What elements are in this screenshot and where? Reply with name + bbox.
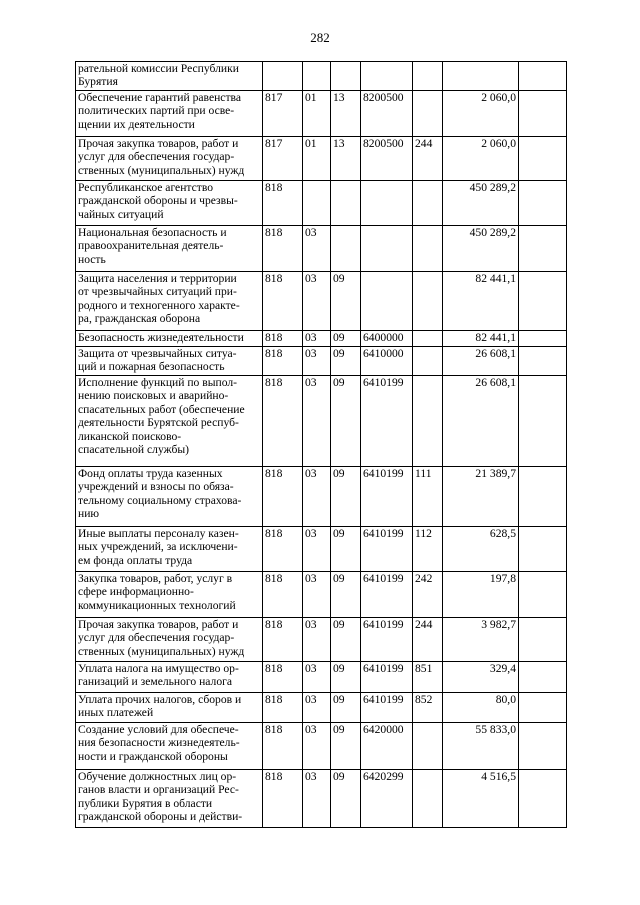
target-article-cell: 8200500 (361, 137, 413, 181)
section-code-cell: 03 (303, 376, 331, 467)
item-name-cell (76, 723, 263, 770)
table-row (76, 62, 567, 91)
item-name-line: чайных ситуаций (78, 207, 164, 221)
empty-cell (519, 770, 567, 828)
item-name-line: Иные выплаты персоналу казен- (78, 527, 239, 540)
item-name-line: Бурятия (78, 75, 118, 89)
ministry-code-cell: 818 (263, 770, 303, 828)
item-name-line: Уплата налога на имущество ор- (78, 662, 239, 675)
amount-cell: 450 289,2 (443, 226, 519, 272)
item-name-line: нию (78, 507, 100, 521)
amount-cell: 80,0 (443, 693, 519, 723)
target-article-cell (361, 181, 413, 226)
amount-cell (443, 62, 519, 91)
amount-cell: 4 516,5 (443, 770, 519, 828)
empty-cell (519, 331, 567, 347)
item-name-line: Защита населения и территории (78, 272, 237, 285)
expense-type-cell: 244 (413, 618, 443, 662)
item-name-line: Фонд оплаты труда казенных (78, 467, 223, 480)
item-name-line: ность (78, 252, 106, 266)
ministry-code-cell: 818 (263, 723, 303, 770)
item-name-line: Закупка товаров, работ, услуг в (78, 572, 233, 585)
table-row (76, 331, 567, 347)
item-name-line: услуг для обеспечения государ- (78, 631, 235, 645)
item-name-line: спасательной службы) (78, 443, 190, 457)
item-name-line: гражданской обороны и действи- (78, 810, 243, 824)
item-name-line: рательной комиссии Республики (78, 62, 239, 75)
expense-type-cell (413, 272, 443, 331)
item-name-line: ственных (муниципальных) нужд (78, 644, 245, 658)
item-name-line: Создание условий для обеспече- (78, 723, 239, 736)
item-name-line: ных учреждений, за исключени- (78, 540, 238, 554)
empty-cell (519, 693, 567, 723)
item-name-line: Обеспечение гарантий равенства (78, 91, 241, 104)
target-article-cell (361, 272, 413, 331)
item-name-line: ликанской поисково- (78, 429, 182, 443)
empty-cell (519, 527, 567, 572)
subsection-code-cell: 09 (331, 527, 361, 572)
subsection-code-cell: 09 (331, 618, 361, 662)
ministry-code-cell: 818 (263, 693, 303, 723)
amount-cell: 3 982,7 (443, 618, 519, 662)
section-code-cell: 01 (303, 137, 331, 181)
subsection-code-cell: 09 (331, 662, 361, 693)
subsection-code-cell (331, 181, 361, 226)
item-name-line: гражданской обороны и чрезвы- (78, 194, 238, 208)
target-article-cell: 6400000 (361, 331, 413, 347)
item-name-line: ем фонда оплаты труда (78, 553, 193, 567)
amount-cell: 2 060,0 (443, 91, 519, 137)
amount-cell: 82 441,1 (443, 331, 519, 347)
subsection-code-cell: 09 (331, 723, 361, 770)
item-name-line: Прочая закупка товаров, работ и (78, 618, 239, 631)
section-code-cell: 01 (303, 91, 331, 137)
item-name-line: родного и техногенного характе- (78, 298, 240, 312)
section-code-cell: 03 (303, 347, 331, 376)
target-article-cell: 6410000 (361, 347, 413, 376)
subsection-code-cell: 09 (331, 376, 361, 467)
item-name-line: ций и пожарная безопасность (78, 360, 225, 374)
table-row (76, 272, 567, 331)
table-row (76, 527, 567, 572)
subsection-code-cell: 09 (331, 467, 361, 527)
section-code-cell: 03 (303, 662, 331, 693)
target-article-cell: 6410199 (361, 572, 413, 618)
item-name-line: ганизаций и земельного налога (78, 675, 233, 689)
expense-type-cell (413, 770, 443, 828)
target-article-cell (361, 62, 413, 91)
target-article-cell: 6420299 (361, 770, 413, 828)
amount-cell: 26 608,1 (443, 376, 519, 467)
section-code-cell: 03 (303, 723, 331, 770)
target-article-cell: 6410199 (361, 527, 413, 572)
section-code-cell: 03 (303, 693, 331, 723)
item-name-line: нению поисковых и аварийно- (78, 389, 229, 403)
item-name-cell (76, 137, 263, 181)
item-name-line: публики Бурятия в области (78, 796, 213, 810)
item-name-line: ра, гражданская оборона (78, 312, 201, 326)
item-name-line: Прочая закупка товаров, работ и (78, 137, 239, 150)
table-row (76, 723, 567, 770)
item-name-line: Защита от чрезвычайных ситуа- (78, 347, 237, 360)
subsection-code-cell: 13 (331, 137, 361, 181)
item-name-line: ственных (муниципальных) нужд (78, 163, 245, 177)
amount-cell: 2 060,0 (443, 137, 519, 181)
item-name-cell (76, 662, 263, 693)
item-name-line: ганов власти и организаций Рес- (78, 783, 239, 797)
item-name-line: политических партий при осве- (78, 104, 235, 118)
expense-type-cell (413, 376, 443, 467)
expense-type-cell: 851 (413, 662, 443, 693)
item-name-cell (76, 693, 263, 723)
ministry-code-cell: 818 (263, 467, 303, 527)
empty-cell (519, 137, 567, 181)
table-row (76, 770, 567, 828)
item-name-cell (76, 618, 263, 662)
ministry-code-cell: 818 (263, 181, 303, 226)
expense-type-cell (413, 723, 443, 770)
item-name-line: Национальная безопасность и (78, 226, 227, 239)
ministry-code-cell: 817 (263, 91, 303, 137)
subsection-code-cell: 09 (331, 693, 361, 723)
table-row (76, 181, 567, 226)
item-name-cell (76, 91, 263, 137)
table-row (76, 662, 567, 693)
item-name-line: сфере информационно- (78, 585, 194, 599)
subsection-code-cell (331, 226, 361, 272)
empty-cell (519, 572, 567, 618)
table-row (76, 91, 567, 137)
item-name-cell (76, 347, 263, 376)
table-row (76, 137, 567, 181)
item-name-line: спасательных работ (обеспечение (78, 402, 245, 416)
ministry-code-cell: 818 (263, 662, 303, 693)
item-name-line: щении их деятельности (78, 117, 195, 131)
subsection-code-cell: 09 (331, 572, 361, 618)
subsection-code-cell: 09 (331, 272, 361, 331)
amount-cell: 21 389,7 (443, 467, 519, 527)
section-code-cell: 03 (303, 770, 331, 828)
target-article-cell: 6410199 (361, 662, 413, 693)
amount-cell: 450 289,2 (443, 181, 519, 226)
empty-cell (519, 226, 567, 272)
expense-type-cell (413, 226, 443, 272)
ministry-code-cell: 818 (263, 572, 303, 618)
amount-cell: 82 441,1 (443, 272, 519, 331)
item-name-cell (76, 331, 263, 347)
item-name-line: коммуникационных технологий (78, 598, 236, 612)
item-name-cell (76, 62, 263, 91)
expense-type-cell (413, 347, 443, 376)
expense-type-cell: 852 (413, 693, 443, 723)
section-code-cell: 03 (303, 226, 331, 272)
item-name-line: Исполнение функций по выпол- (78, 376, 237, 389)
ministry-code-cell: 818 (263, 618, 303, 662)
item-name-line: ния безопасности жизнедеятель- (78, 736, 240, 750)
item-name-line: Республиканское агентство (78, 181, 214, 194)
table-row (76, 618, 567, 662)
empty-cell (519, 181, 567, 226)
table-row (76, 693, 567, 723)
section-code-cell: 03 (303, 331, 331, 347)
target-article-cell: 6410199 (361, 693, 413, 723)
section-code-cell: 03 (303, 272, 331, 331)
empty-cell (519, 467, 567, 527)
item-name-line: деятельности Бурятской респуб- (78, 416, 239, 430)
empty-cell (519, 62, 567, 91)
expense-type-cell: 242 (413, 572, 443, 618)
budget-table-body (76, 62, 567, 828)
item-name-cell (76, 272, 263, 331)
item-name-cell (76, 572, 263, 618)
amount-cell: 628,5 (443, 527, 519, 572)
subsection-code-cell: 09 (331, 770, 361, 828)
item-name-line: Уплата прочих налогов, сборов и (78, 693, 242, 706)
amount-cell: 26 608,1 (443, 347, 519, 376)
amount-cell: 329,4 (443, 662, 519, 693)
target-article-cell: 6410199 (361, 376, 413, 467)
item-name-line: правоохранительная деятель- (78, 239, 224, 253)
ministry-code-cell: 818 (263, 226, 303, 272)
subsection-code-cell: 09 (331, 347, 361, 376)
table-row (76, 572, 567, 618)
table-row (76, 467, 567, 527)
budget-table (75, 61, 567, 828)
expense-type-cell (413, 331, 443, 347)
expense-type-cell: 244 (413, 137, 443, 181)
target-article-cell: 6410199 (361, 467, 413, 527)
section-code-cell: 03 (303, 467, 331, 527)
item-name-line: иных платежей (78, 706, 154, 720)
item-name-cell (76, 226, 263, 272)
empty-cell (519, 376, 567, 467)
subsection-code-cell: 09 (331, 331, 361, 347)
item-name-line: ности и гражданской обороны (78, 749, 228, 763)
target-article-cell: 8200500 (361, 91, 413, 137)
item-name-line: Обучение должностных лиц ор- (78, 770, 237, 783)
target-article-cell: 6420000 (361, 723, 413, 770)
empty-cell (519, 347, 567, 376)
amount-cell: 197,8 (443, 572, 519, 618)
section-code-cell (303, 62, 331, 91)
expense-type-cell (413, 91, 443, 137)
ministry-code-cell: 818 (263, 272, 303, 331)
target-article-cell: 6410199 (361, 618, 413, 662)
item-name-cell (76, 527, 263, 572)
item-name-line: тельному социальному страхова- (78, 493, 242, 507)
ministry-code-cell: 817 (263, 137, 303, 181)
empty-cell (519, 91, 567, 137)
page-number: 282 (310, 30, 330, 45)
item-name-line: услуг для обеспечения государ- (78, 150, 235, 164)
expense-type-cell: 111 (413, 467, 443, 527)
ministry-code-cell: 818 (263, 376, 303, 467)
ministry-code-cell: 818 (263, 331, 303, 347)
table-row (76, 347, 567, 376)
ministry-code-cell (263, 62, 303, 91)
item-name-cell (76, 181, 263, 226)
item-name-line: Безопасность жизнедеятельности (78, 331, 244, 344)
table-row (76, 376, 567, 467)
section-code-cell: 03 (303, 618, 331, 662)
empty-cell (519, 662, 567, 693)
item-name-cell (76, 467, 263, 527)
empty-cell (519, 618, 567, 662)
amount-cell: 55 833,0 (443, 723, 519, 770)
item-name-cell (76, 376, 263, 467)
item-name-cell (76, 770, 263, 828)
expense-type-cell (413, 62, 443, 91)
table-row (76, 226, 567, 272)
expense-type-cell (413, 181, 443, 226)
empty-cell (519, 723, 567, 770)
section-code-cell (303, 181, 331, 226)
expense-type-cell: 112 (413, 527, 443, 572)
item-name-line: учреждений и взносы по обяза- (78, 480, 234, 494)
subsection-code-cell (331, 62, 361, 91)
ministry-code-cell: 818 (263, 527, 303, 572)
target-article-cell (361, 226, 413, 272)
section-code-cell: 03 (303, 572, 331, 618)
subsection-code-cell: 13 (331, 91, 361, 137)
item-name-line: от чрезвычайных ситуаций при- (78, 285, 237, 299)
empty-cell (519, 272, 567, 331)
ministry-code-cell: 818 (263, 347, 303, 376)
section-code-cell: 03 (303, 527, 331, 572)
